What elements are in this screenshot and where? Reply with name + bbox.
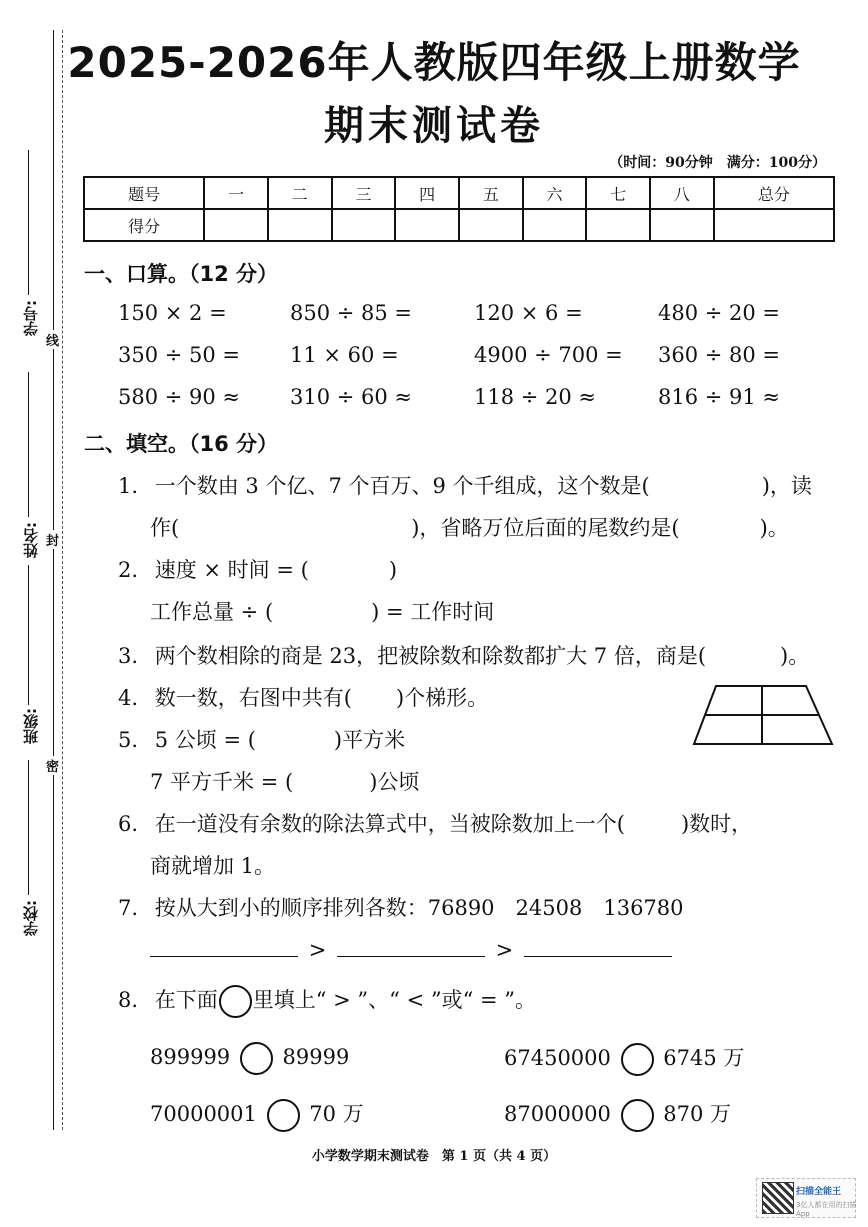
- question-1-line1: [118, 470, 812, 500]
- name-field[interactable]: [28, 372, 29, 517]
- calc-item: 350 ÷ 50 =: [118, 343, 241, 367]
- question-2-line1: [118, 554, 397, 584]
- question-text: )，读: [761, 474, 812, 498]
- compare-left: 899999: [150, 1045, 231, 1069]
- question-text: 工作总量 ÷ (: [150, 600, 274, 624]
- score-cell: 八: [650, 177, 714, 209]
- question-text: 按从大到小的顺序排列各数：76890 24508 136780: [154, 896, 684, 920]
- question-number: 2.: [118, 558, 139, 582]
- circle-icon: [219, 985, 252, 1018]
- section2-title: 二、填空。（16 分）: [84, 432, 279, 456]
- compare-item: [504, 1042, 744, 1076]
- calc-item: 120 × 6 =: [474, 301, 583, 325]
- compare-circle[interactable]: [621, 1099, 654, 1132]
- student-id-label: 学号:: [22, 300, 40, 336]
- score-table: [83, 176, 835, 242]
- question-number: 8.: [118, 988, 139, 1012]
- compare-left: 67450000: [504, 1046, 611, 1070]
- question-7-answer-row: [150, 938, 672, 962]
- binding-line-inner: [62, 30, 63, 1130]
- compare-circle[interactable]: [621, 1043, 654, 1076]
- score-input-cell[interactable]: [714, 209, 834, 241]
- question-text: 在一道没有余数的除法算式中，当被除数加上一个(: [154, 812, 625, 836]
- score-cell: 二: [268, 177, 332, 209]
- question-text: 一个数由 3 个亿、7 个百万、9 个千组成，这个数是(: [154, 474, 650, 498]
- answer-line[interactable]: [337, 956, 485, 957]
- binding-line: [53, 30, 54, 1130]
- question-text: )公顷: [369, 770, 420, 794]
- compare-left: 87000000: [504, 1102, 611, 1126]
- school-label: 学校:: [22, 900, 40, 936]
- page-footer: 小学数学期末测试卷 第 1 页（共 4 页）: [311, 1149, 557, 1164]
- question-text: 商就增加 1。: [150, 854, 276, 878]
- compare-right: 89999: [282, 1045, 350, 1069]
- greater-than-sign: >: [495, 938, 514, 962]
- binding-char-xian: 线: [46, 330, 59, 349]
- qr-code-icon: [762, 1182, 794, 1214]
- question-text: 7 平方千米 = (: [150, 770, 294, 794]
- score-table-score-row: [84, 209, 834, 241]
- question-number: 1.: [118, 474, 139, 498]
- calc-item: 118 ÷ 20 ≈: [474, 385, 597, 409]
- compare-right: 6745 万: [663, 1046, 745, 1070]
- scanner-badge-title: 扫描全能王: [796, 1187, 842, 1197]
- question-5-line2: [150, 766, 419, 796]
- question-number: 4.: [118, 686, 139, 710]
- school-field[interactable]: [28, 760, 29, 895]
- compare-left: 70000001: [150, 1102, 257, 1126]
- score-table-header-row: [84, 177, 834, 209]
- question-6-line1: [118, 808, 752, 838]
- question-number: 3.: [118, 644, 139, 668]
- score-input-cell[interactable]: [650, 209, 714, 241]
- score-input-cell[interactable]: [395, 209, 459, 241]
- binding-char-feng: 封: [46, 530, 59, 549]
- question-text: 在下面: [154, 988, 218, 1012]
- time-info: （时间：90分钟 满分：100分）: [609, 155, 826, 171]
- calc-item: 360 ÷ 80 =: [658, 343, 781, 367]
- page-title: 2025-2026年人教版四年级上册数学: [67, 38, 801, 87]
- compare-right: 870 万: [663, 1102, 732, 1126]
- calc-item: 150 × 2 =: [118, 301, 227, 325]
- question-5-line1: [118, 724, 405, 754]
- compare-item: [504, 1098, 731, 1132]
- score-input-cell[interactable]: [268, 209, 332, 241]
- class-field[interactable]: [28, 565, 29, 705]
- score-input-cell[interactable]: [332, 209, 396, 241]
- question-text: )，省略万位后面的尾数约是(: [411, 516, 680, 540]
- score-input-cell[interactable]: [204, 209, 268, 241]
- calc-item: 480 ÷ 20 =: [658, 301, 781, 325]
- question-text: 数一数，右图中共有(: [154, 686, 352, 710]
- question-text: )。: [759, 516, 789, 540]
- score-cell: 五: [459, 177, 523, 209]
- name-label: 姓名:: [22, 522, 40, 558]
- score-input-cell[interactable]: [586, 209, 650, 241]
- question-text: )数时，: [680, 812, 753, 836]
- student-id-field[interactable]: [28, 150, 29, 295]
- question-text: 里填上“ > ”、“ < ”或“ = ”。: [252, 988, 536, 1012]
- question-number: 5.: [118, 728, 139, 752]
- compare-right: 70 万: [309, 1102, 364, 1126]
- score-cell: 四: [395, 177, 459, 209]
- question-6-line2: [150, 850, 275, 880]
- score-cell: 题号: [84, 177, 204, 209]
- calc-item: 4900 ÷ 700 =: [474, 343, 623, 367]
- score-cell: 总分: [714, 177, 834, 209]
- calc-item: 816 ÷ 91 ≈: [658, 385, 781, 409]
- greater-than-sign: >: [308, 938, 327, 962]
- question-text: 速度 × 时间 = (: [154, 558, 309, 582]
- scanner-badge-subtitle: 3亿人都在用的扫描App: [796, 1201, 857, 1218]
- question-2-line2: [150, 596, 494, 626]
- question-8: [118, 984, 536, 1018]
- calc-item: 310 ÷ 60 ≈: [290, 385, 413, 409]
- score-cell: 七: [586, 177, 650, 209]
- calc-item: 11 × 60 =: [290, 343, 399, 367]
- compare-item: [150, 1042, 349, 1075]
- question-text: 作(: [150, 516, 180, 540]
- calc-item: 850 ÷ 85 =: [290, 301, 413, 325]
- trapezoid-figure: [690, 684, 836, 748]
- score-input-cell[interactable]: [523, 209, 587, 241]
- question-3: [118, 640, 809, 670]
- score-cell: 三: [332, 177, 396, 209]
- question-text: ): [388, 558, 398, 582]
- compare-circle[interactable]: [267, 1099, 300, 1132]
- score-row-label: 得分: [84, 209, 204, 241]
- answer-line[interactable]: [524, 956, 672, 957]
- question-4: [118, 682, 488, 712]
- class-label: 班级:: [22, 708, 40, 744]
- compare-item: [150, 1098, 364, 1132]
- question-number: 6.: [118, 812, 139, 836]
- compare-circle[interactable]: [240, 1042, 273, 1075]
- score-cell: 六: [523, 177, 587, 209]
- question-1-line2: [150, 512, 789, 542]
- question-text: )个梯形。: [395, 686, 489, 710]
- question-text: 5 公顷 = (: [154, 728, 256, 752]
- question-text: ) = 工作时间: [371, 600, 495, 624]
- question-7: [118, 892, 684, 922]
- question-text: )。: [780, 644, 810, 668]
- question-text: 两个数相除的商是 23，把被除数和除数都扩大 7 倍，商是(: [154, 644, 707, 668]
- section1-title: 一、口算。（12 分）: [84, 262, 279, 286]
- question-text: )平方米: [333, 728, 406, 752]
- page-subtitle: 期末测试卷: [324, 103, 544, 149]
- answer-line[interactable]: [150, 956, 298, 957]
- calc-item: 580 ÷ 90 ≈: [118, 385, 241, 409]
- binding-char-mi: 密: [46, 756, 59, 775]
- score-cell: 一: [204, 177, 268, 209]
- score-input-cell[interactable]: [459, 209, 523, 241]
- question-number: 7.: [118, 896, 139, 920]
